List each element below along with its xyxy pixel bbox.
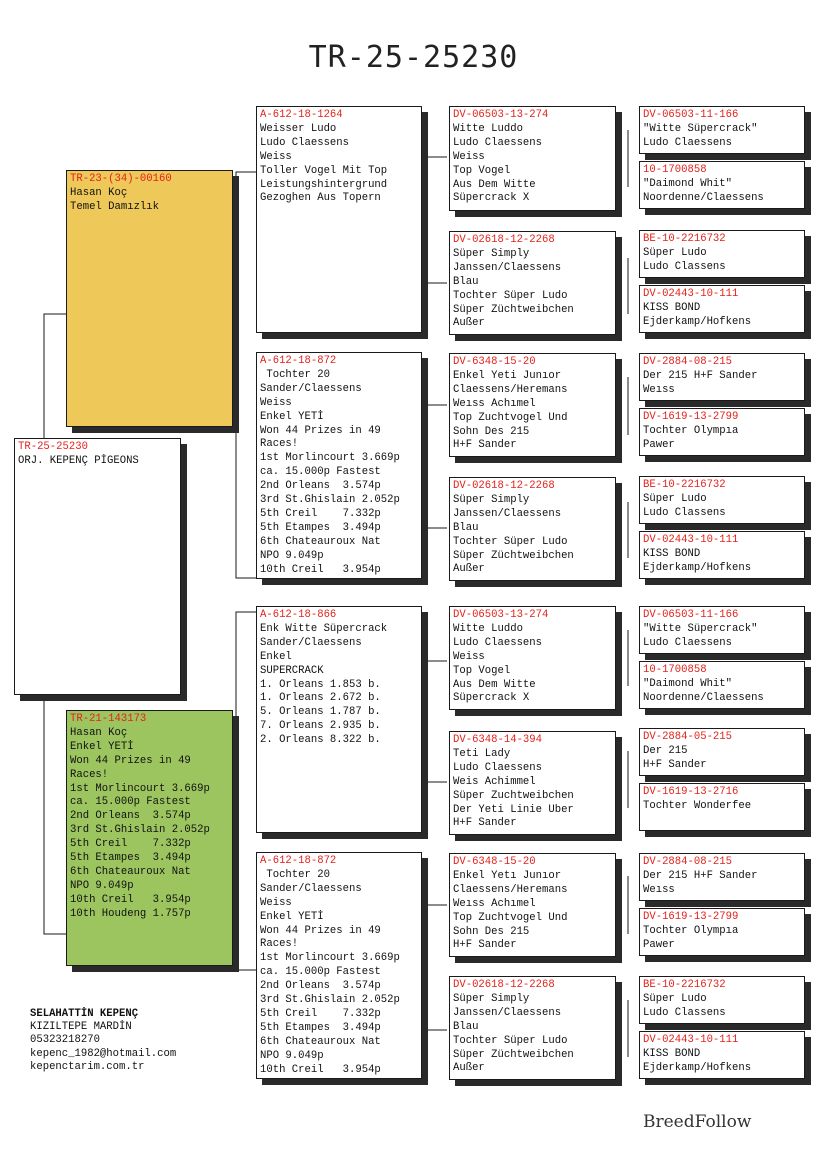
pigeon-info-line: Sander/Claessens bbox=[260, 636, 362, 649]
pigeon-info-line: Hasan Koç bbox=[70, 726, 128, 739]
pigeon-card-dsss bbox=[639, 606, 805, 654]
pigeon-info-line: Tochter Olympıa bbox=[643, 424, 739, 437]
pigeon-info-line: Enkel YETİ bbox=[260, 910, 324, 923]
pigeon-card-sdd bbox=[449, 477, 616, 581]
pigeon-info-line: Janssen/Claessens bbox=[453, 261, 562, 274]
pigeon-info-line: H+F Sander bbox=[643, 758, 707, 771]
pigeon-card-subject bbox=[14, 438, 181, 695]
pigeon-info-line: 5th Creil 7.332p bbox=[260, 507, 381, 520]
pigeon-info-line: 5th Creil 7.332p bbox=[260, 1007, 381, 1020]
pigeon-info-line: Ludo Classens bbox=[643, 1006, 726, 1019]
ring-number: DV-02443-10-111 bbox=[643, 534, 739, 546]
pigeon-info-line: Ejderkamp/Hofkens bbox=[643, 315, 752, 328]
pigeon-card-ds bbox=[256, 606, 422, 833]
pigeon-info-line: Süpercrack X bbox=[453, 692, 530, 705]
pigeon-info-line: Der Yeti Linie Uber bbox=[453, 803, 574, 816]
pigeon-info-line: Enkel Yetı Junıor bbox=[453, 869, 562, 882]
pigeon-info-line: Weıss bbox=[643, 383, 675, 396]
pigeon-info-line: NPO 9.049p bbox=[260, 1049, 324, 1062]
pigeon-info-line: Weiss bbox=[260, 150, 292, 163]
pigeon-card-sssd bbox=[639, 161, 805, 209]
pigeon-info-line: 10th Houdeng 1.757p bbox=[70, 907, 191, 920]
pigeon-card-ddds bbox=[639, 976, 805, 1024]
pigeon-info-line: Enkel bbox=[260, 650, 292, 663]
pigeon-info-line: Weıss bbox=[643, 883, 675, 896]
pigeon-info-line: NPO 9.049p bbox=[70, 879, 134, 892]
pigeon-info-line: "Daimond Whit" bbox=[643, 677, 733, 690]
ring-number: DV-1619-13-2799 bbox=[643, 411, 739, 423]
pigeon-info-line: Süper Züchtweibchen bbox=[453, 1048, 574, 1061]
pigeon-info-line: 5th Etampes 3.494p bbox=[70, 852, 191, 865]
pigeon-info-line: Sander/Claessens bbox=[260, 382, 362, 395]
pigeon-info-line: 2nd Orleans 3.574p bbox=[70, 810, 191, 823]
pigeon-info-line: SUPERCRACK bbox=[260, 664, 324, 677]
pigeon-info-line: Weiss bbox=[260, 896, 292, 909]
pigeon-info-line: Süpercrack X bbox=[453, 192, 530, 205]
pigeon-info-line: 2nd Orleans 3.574p bbox=[260, 980, 381, 993]
pigeon-card-ddd bbox=[449, 976, 616, 1080]
pigeon-info-line: Ludo Claessens bbox=[453, 636, 543, 649]
pigeon-info-line: 1. Orleans 2.672 b. bbox=[260, 692, 381, 705]
pigeon-info-line: Janssen/Claessens bbox=[453, 1006, 562, 1019]
ring-number: DV-1619-13-2799 bbox=[643, 911, 739, 923]
pigeon-info-line: KISS BOND bbox=[643, 547, 701, 560]
pigeon-info-line: Top Vogel bbox=[453, 664, 511, 677]
pigeon-info-line: Außer bbox=[453, 563, 485, 576]
pigeon-info-line: 5th Etampes 3.494p bbox=[260, 1021, 381, 1034]
pigeon-info-line: Witte Luddo bbox=[453, 122, 523, 135]
ring-number: A-612-18-872 bbox=[260, 855, 337, 867]
pigeon-info-line: Ludo Classens bbox=[643, 260, 726, 273]
pigeon-info-line: Won 44 Prizes in 49 bbox=[70, 754, 191, 767]
pigeon-card-sd bbox=[256, 352, 422, 579]
pigeon-info-line: KISS BOND bbox=[643, 1047, 701, 1060]
pigeon-info-line: Der 215 bbox=[643, 744, 688, 757]
ring-number: BE-10-2216732 bbox=[643, 233, 726, 245]
pigeon-info-line: Top Vogel bbox=[453, 164, 511, 177]
ring-number: DV-6348-14-394 bbox=[453, 734, 543, 746]
connector-dd bbox=[424, 905, 447, 1030]
ring-number: DV-06503-11-166 bbox=[643, 109, 739, 121]
pigeon-info-line: Weiss bbox=[453, 150, 485, 163]
pigeon-info-line: Außer bbox=[453, 317, 485, 330]
ring-number: DV-06503-13-274 bbox=[453, 609, 549, 621]
pigeon-info-line: Süper Ludo bbox=[643, 992, 707, 1005]
pigeon-info-line: Janssen/Claessens bbox=[453, 507, 562, 520]
breeder-location: KIZILTEPE MARDİN bbox=[30, 1021, 132, 1034]
pigeon-card-ssss bbox=[639, 106, 805, 154]
pigeon-info-line: 5th Etampes 3.494p bbox=[260, 521, 381, 534]
pigeon-info-line: Weis Achimmel bbox=[453, 775, 536, 788]
pigeon-info-line: Enk Witte Süpercrack bbox=[260, 622, 388, 635]
pigeon-info-line: Races! bbox=[70, 768, 109, 781]
pigeon-info-line: ca. 15.000p Fastest bbox=[260, 966, 381, 979]
pigeon-card-dddd bbox=[639, 1031, 805, 1079]
pigeon-card-sds bbox=[449, 353, 616, 457]
pigeon-card-ssdd bbox=[639, 285, 805, 333]
pigeon-info-line: Enkel YETİ bbox=[260, 410, 324, 423]
pigeon-info-line: 2. Orleans 8.322 b. bbox=[260, 734, 381, 747]
pigeon-info-line: Races! bbox=[260, 438, 299, 451]
pigeon-info-line: Ludo Claessens bbox=[643, 136, 733, 149]
pigeon-info-line: Süper Ludo bbox=[643, 492, 707, 505]
connector-dam bbox=[236, 612, 256, 970]
pigeon-info-line: Noordenne/Claessens bbox=[643, 191, 764, 204]
pigeon-info-line: Der 215 H+F Sander bbox=[643, 369, 758, 382]
ring-number: BE-10-2216732 bbox=[643, 479, 726, 491]
pigeon-info-line: Weiss bbox=[260, 396, 292, 409]
ring-number: DV-6348-15-20 bbox=[453, 856, 536, 868]
pigeon-info-line: Witte Luddo bbox=[453, 622, 523, 635]
pigeon-info-line: Süper Simply bbox=[453, 992, 530, 1005]
pigeon-info-line: ca. 15.000p Fastest bbox=[260, 466, 381, 479]
pigeon-info-line: Ludo Classens bbox=[643, 506, 726, 519]
pigeon-info-line: Tochter Süper Ludo bbox=[453, 535, 568, 548]
ring-number: DV-02443-10-111 bbox=[643, 1034, 739, 1046]
breeder-website: kepenctarim.com.tr bbox=[30, 1060, 145, 1073]
pigeon-info-line: Ejderkamp/Hofkens bbox=[643, 561, 752, 574]
pigeon-card-dsdd bbox=[639, 783, 805, 831]
pigeon-info-line: 1st Morlincourt 3.669p bbox=[70, 782, 210, 795]
pigeon-info-line: Blau bbox=[453, 275, 479, 288]
pigeon-info-line: H+F Sander bbox=[453, 817, 517, 830]
pigeon-info-line: H+F Sander bbox=[453, 439, 517, 452]
ring-number: TR-25-25230 bbox=[18, 441, 88, 453]
pigeon-info-line: "Daimond Whit" bbox=[643, 177, 733, 190]
pigeon-info-line: Tochter 20 bbox=[260, 868, 330, 881]
pigeon-card-sdds bbox=[639, 476, 805, 524]
pigeon-card-sdss bbox=[639, 353, 805, 401]
pigeon-card-dsd bbox=[449, 731, 616, 835]
ring-number: DV-06503-13-274 bbox=[453, 109, 549, 121]
pigeon-info-line: Won 44 Prizes in 49 bbox=[260, 424, 381, 437]
breeder-info bbox=[30, 1008, 176, 1074]
pigeon-info-line: 10th Creil 3.954p bbox=[260, 1063, 381, 1076]
ring-number: DV-06503-11-166 bbox=[643, 609, 739, 621]
pigeon-card-dss bbox=[449, 606, 616, 710]
pigeon-info-line: Tochter Süper Ludo bbox=[453, 1034, 568, 1047]
pigeon-info-line: Blau bbox=[453, 521, 479, 534]
pigeon-info-line: Aus Dem Witte bbox=[453, 178, 536, 191]
pigeon-card-sss bbox=[449, 106, 616, 211]
pigeon-info-line: Süper Züchtweibchen bbox=[453, 549, 574, 562]
pigeon-info-line: Enkel Yeti Junıor bbox=[453, 369, 562, 382]
pigeon-card-ssds bbox=[639, 230, 805, 278]
pigeon-info-line: Hasan Koç bbox=[70, 186, 128, 199]
breeder-name: SELAHATTİN KEPENÇ bbox=[30, 1008, 139, 1020]
pigeon-card-sdsd bbox=[639, 408, 805, 456]
connector-ss bbox=[424, 157, 447, 283]
pigeon-card-ddss bbox=[639, 853, 805, 901]
ring-number: 10-1700858 bbox=[643, 664, 707, 676]
ring-number: DV-02618-12-2268 bbox=[453, 979, 555, 991]
pigeon-info-line: 1st Morlincourt 3.669p bbox=[260, 952, 400, 965]
pigeon-info-line: Ludo Claessens bbox=[260, 136, 350, 149]
pigeon-info-line: Süper Simply bbox=[453, 247, 530, 260]
pigeon-card-sddd bbox=[639, 531, 805, 579]
pigeon-card-dd bbox=[256, 852, 422, 1079]
pigeon-info-line: Süper Ludo bbox=[643, 246, 707, 259]
pigeon-info-line: KISS BOND bbox=[643, 301, 701, 314]
pigeon-info-line: Won 44 Prizes in 49 bbox=[260, 924, 381, 937]
pigeon-info-line: Weıss Achımel bbox=[453, 397, 536, 410]
pigeon-info-line: NPO 9.049p bbox=[260, 549, 324, 562]
ring-number: DV-2884-08-215 bbox=[643, 356, 733, 368]
ring-number: TR-21-143173 bbox=[70, 713, 147, 725]
pigeon-info-line: Süper Zuchtweibchen bbox=[453, 789, 574, 802]
pigeon-info-line: 6th Chateauroux Nat bbox=[260, 1035, 381, 1048]
pigeon-info-line: Weisser Ludo bbox=[260, 122, 337, 135]
pigeon-info-line: Sander/Claessens bbox=[260, 882, 362, 895]
pigeon-info-line: 10th Creil 3.954p bbox=[260, 563, 381, 576]
pigeon-info-line: Tochter Wonderfee bbox=[643, 799, 752, 812]
pigeon-info-line: Races! bbox=[260, 938, 299, 951]
ring-number: DV-02618-12-2268 bbox=[453, 480, 555, 492]
breeder-phone: 05323218270 bbox=[30, 1034, 100, 1047]
pigeon-card-sire bbox=[66, 170, 233, 427]
ring-number: DV-1619-13-2716 bbox=[643, 786, 739, 798]
breeder-email: kepenc_1982@hotmail.com bbox=[30, 1047, 177, 1060]
pigeon-info-line: Top Zuchtvogel Und bbox=[453, 411, 568, 424]
pigeon-info-line: Claessens/Heremans bbox=[453, 383, 568, 396]
pigeon-info-line: Weıss Achımel bbox=[453, 897, 536, 910]
pigeon-info-line: ORJ. KEPENÇ PİGEONS bbox=[18, 454, 139, 467]
pigeon-info-line: H+F Sander bbox=[453, 939, 517, 952]
ring-number: A-612-18-872 bbox=[260, 355, 337, 367]
pigeon-info-line: Temel Damızlık bbox=[70, 200, 160, 213]
pigeon-info-line: Toller Vogel Mit Top bbox=[260, 164, 388, 177]
pigeon-info-line: 1. Orleans 1.853 b. bbox=[260, 678, 381, 691]
pigeon-info-line: Teti Lady bbox=[453, 747, 511, 760]
pigeon-card-dssd bbox=[639, 661, 805, 709]
pigeon-info-line: 5. Orleans 1.787 b. bbox=[260, 706, 381, 719]
pigeon-info-line: Tochter Süper Ludo bbox=[453, 289, 568, 302]
pigeon-info-line: 6th Chateauroux Nat bbox=[70, 865, 191, 878]
pigeon-info-line: Ludo Claessens bbox=[453, 761, 543, 774]
pigeon-info-line: Süper Züchtweibchen bbox=[453, 303, 574, 316]
pigeon-card-ssd bbox=[449, 231, 616, 335]
pigeon-card-ddsd bbox=[639, 908, 805, 956]
ring-number: TR-23-(34)-00160 bbox=[70, 173, 172, 185]
pigeon-info-line: Top Zuchtvogel Und bbox=[453, 911, 568, 924]
pigeon-info-line: 6th Chateauroux Nat bbox=[260, 535, 381, 548]
pigeon-info-line: 10th Creil 3.954p bbox=[70, 893, 191, 906]
pigeon-card-dam bbox=[66, 710, 233, 966]
pigeon-info-line: 7. Orleans 2.935 b. bbox=[260, 720, 381, 733]
pigeon-info-line: Der 215 H+F Sander bbox=[643, 869, 758, 882]
pigeon-info-line: Sohn Des 215 bbox=[453, 425, 530, 438]
pigeon-info-line: Pawer bbox=[643, 438, 675, 451]
pigeon-card-dsds bbox=[639, 728, 805, 776]
pigeon-info-line: 1st Morlincourt 3.669p bbox=[260, 452, 400, 465]
pigeon-info-line: Sohn Des 215 bbox=[453, 925, 530, 938]
pigeon-card-dds bbox=[449, 853, 616, 957]
ring-number: DV-02618-12-2268 bbox=[453, 234, 555, 246]
pigeon-info-line: 2nd Orleans 3.574p bbox=[260, 480, 381, 493]
ring-number: BE-10-2216732 bbox=[643, 979, 726, 991]
pigeon-info-line: ca. 15.000p Fastest bbox=[70, 796, 191, 809]
pigeon-info-line: Ludo Claessens bbox=[453, 136, 543, 149]
connector-sire bbox=[236, 172, 256, 578]
pigeon-info-line: Aus Dem Witte bbox=[453, 678, 536, 691]
connector-ds bbox=[424, 661, 447, 782]
pigeon-info-line: Ludo Claessens bbox=[643, 636, 733, 649]
pigeon-info-line: Süper Simply bbox=[453, 493, 530, 506]
pigeon-info-line: Weiss bbox=[453, 650, 485, 663]
pigeon-info-line: Claessens/Heremans bbox=[453, 883, 568, 896]
ring-number: DV-6348-15-20 bbox=[453, 356, 536, 368]
pedigree-title: TR-25-25230 bbox=[308, 40, 519, 75]
pigeon-info-line: "Witte Süpercrack" bbox=[643, 622, 758, 635]
pigeon-info-line: 3rd St.Ghislain 2.052p bbox=[260, 994, 400, 1007]
pigeon-info-line: Noordenne/Claessens bbox=[643, 691, 764, 704]
pigeon-info-line: Tochter Olympıa bbox=[643, 924, 739, 937]
pigeon-info-line: "Witte Süpercrack" bbox=[643, 122, 758, 135]
brand-logo: BreedFollow bbox=[643, 1112, 752, 1132]
pigeon-info-line: 3rd St.Ghislain 2.052p bbox=[260, 494, 400, 507]
ring-number: A-612-18-1264 bbox=[260, 109, 343, 121]
ring-number: A-612-18-866 bbox=[260, 609, 337, 621]
pigeon-info-line: Tochter 20 bbox=[260, 368, 330, 381]
ring-number: DV-02443-10-111 bbox=[643, 288, 739, 300]
pigeon-info-line: Leistungshintergrund bbox=[260, 178, 388, 191]
pigeon-info-line: Enkel YETİ bbox=[70, 740, 134, 753]
pigeon-info-line: Außer bbox=[453, 1062, 485, 1075]
ring-number: 10-1700858 bbox=[643, 164, 707, 176]
pigeon-info-line: Gezoghen Aus Topern bbox=[260, 192, 381, 205]
pigeon-info-line: Blau bbox=[453, 1020, 479, 1033]
pigeon-info-line: 3rd St.Ghislain 2.052p bbox=[70, 824, 210, 837]
pigeon-info-line: 5th Creil 7.332p bbox=[70, 838, 191, 851]
pigeon-card-ss bbox=[256, 106, 422, 333]
pigeon-info-line: Ejderkamp/Hofkens bbox=[643, 1061, 752, 1074]
pigeon-info-line: Pawer bbox=[643, 938, 675, 951]
ring-number: DV-2884-05-215 bbox=[643, 731, 733, 743]
connector-sd bbox=[424, 405, 447, 528]
ring-number: DV-2884-08-215 bbox=[643, 856, 733, 868]
